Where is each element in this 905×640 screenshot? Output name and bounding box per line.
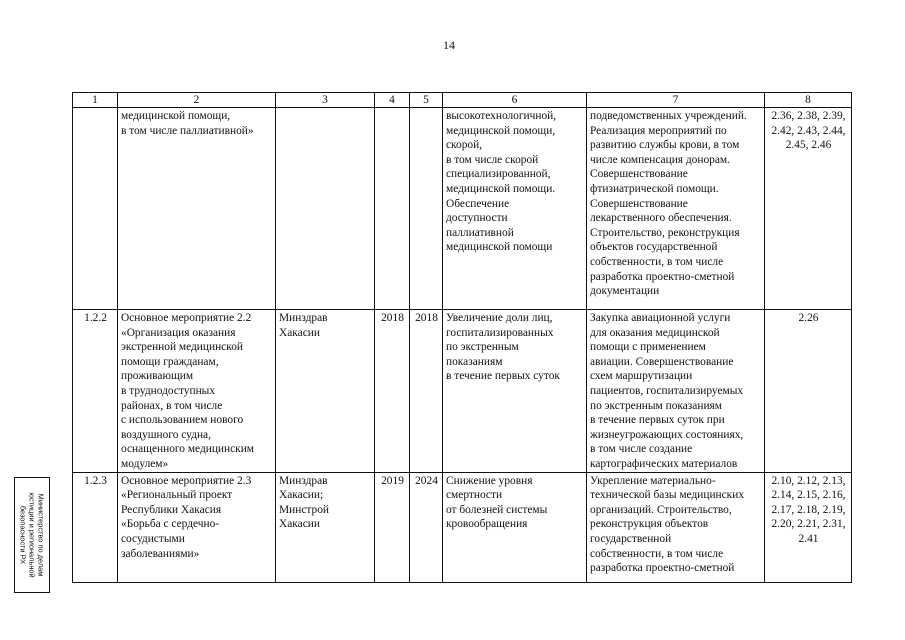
- end-year-cell: [410, 108, 443, 310]
- result-cell: [443, 108, 587, 310]
- cell-line: Минздрав: [279, 474, 328, 487]
- start-year-cell: 2018: [375, 310, 410, 473]
- cell-line: Хакасии;: [279, 489, 324, 502]
- cell-line: Минстрой: [279, 503, 329, 516]
- cell-line: скорой,: [446, 139, 483, 152]
- header-cell-6: 6: [443, 93, 587, 108]
- page-number: 14: [443, 38, 455, 52]
- cell-line: 2.36, 2.38, 2.39,: [771, 110, 846, 122]
- registration-stamp: [14, 477, 50, 593]
- cell-line: по экстренным: [446, 341, 519, 354]
- cell-line: смертности: [446, 489, 503, 502]
- cell-line: Реализация мероприятий по: [590, 124, 727, 137]
- cell-line: объектов государственной: [590, 241, 718, 254]
- table-body: [73, 93, 852, 583]
- executor-cell: [276, 108, 375, 310]
- end-year-cell: 2024: [410, 472, 443, 582]
- event-cell: [118, 472, 276, 582]
- start-year-cell: [375, 108, 410, 310]
- stamp-line: юстиции и региональной: [27, 492, 37, 578]
- cell-line: 2.42, 2.43, 2.44,: [771, 124, 846, 137]
- indicators-cell: [765, 472, 852, 582]
- cell-line: схем маршрутизации: [590, 370, 693, 383]
- cell-line: Совершенствование: [590, 168, 688, 181]
- row-number-cell: [73, 108, 118, 310]
- cell-line: Хакасии: [279, 326, 320, 339]
- table-row: [73, 472, 852, 582]
- cell-line: модулем»: [121, 457, 169, 470]
- cell-line: 2.14, 2.15, 2.16,: [771, 489, 846, 502]
- indicators-cell: [765, 310, 852, 473]
- cell-line: по экстренным показаниям: [590, 399, 723, 412]
- cell-line: медицинской помощи: [446, 241, 553, 254]
- cell-line: помощи гражданам,: [121, 355, 219, 368]
- cell-line: «Организация оказания: [121, 326, 236, 339]
- cell-line: медицинской помощи.: [446, 182, 556, 195]
- cell-line: Основное мероприятие 2.3: [121, 474, 252, 487]
- cell-line: 2.45, 2.46: [785, 139, 832, 152]
- cell-line: «Борьба с сердечно-: [121, 518, 220, 531]
- executor-cell: [276, 472, 375, 582]
- cell-line: Основное мероприятие 2.2: [121, 312, 252, 324]
- cell-line: для оказания медицинской: [590, 326, 720, 339]
- cell-line: в том числе паллиативной»: [121, 124, 254, 137]
- cell-line: организаций. Строительство,: [590, 503, 732, 516]
- result-cell: [443, 310, 587, 473]
- cell-line: технической базы медицинских: [590, 489, 745, 502]
- cell-line: документации: [590, 285, 660, 298]
- indicators-cell: [765, 108, 852, 310]
- cell-line: числе компенсация донорам.: [590, 153, 730, 166]
- header-cell-8: 8: [765, 93, 852, 108]
- cell-line: Закупка авиационной услуги: [590, 312, 731, 324]
- directions-cell: [587, 310, 765, 473]
- cell-line: «Региональный проект: [121, 489, 233, 502]
- cell-line: Обеспечение: [446, 197, 510, 210]
- directions-cell: [587, 108, 765, 310]
- event-cell: [118, 310, 276, 473]
- table-row: [73, 108, 852, 310]
- cell-line: паллиативной: [446, 226, 514, 239]
- cell-line: разработка проектно-сметной: [590, 270, 735, 283]
- cell-line: медицинской помощи,: [446, 124, 556, 137]
- header-row: [73, 93, 852, 108]
- stamp-line: Министерство по делам: [36, 493, 46, 577]
- cell-line: 2.10, 2.12, 2.13,: [771, 474, 846, 487]
- cell-line: 2.17, 2.18, 2.19,: [771, 503, 846, 516]
- cell-line: заболеваниями»: [121, 547, 200, 560]
- cell-line: с использованием нового: [121, 414, 244, 427]
- cell-line: в том числе скорой: [446, 153, 539, 166]
- cell-line: собственности, в том числе: [590, 547, 724, 560]
- cell-line: жизнеугрожающих состояниях,: [590, 428, 744, 441]
- cell-line: Хакасии: [279, 518, 320, 531]
- header-cell-7: 7: [587, 93, 765, 108]
- cell-line: районах, в том числе: [121, 399, 223, 412]
- cell-line: подведомственных учреждений.: [590, 110, 747, 122]
- cell-line: пациентов, госпитализируемых: [590, 384, 744, 397]
- cell-line: помощи с применением: [590, 341, 706, 354]
- header-cell-4: 4: [375, 93, 410, 108]
- cell-line: сосудистыми: [121, 532, 185, 545]
- cell-line: доступности: [446, 212, 508, 225]
- cell-line: в труднодоступных: [121, 384, 216, 397]
- cell-line: лекарственного обеспечения.: [590, 212, 732, 225]
- cell-line: фтизиатрической помощи.: [590, 182, 719, 195]
- cell-line: показаниям: [446, 355, 503, 368]
- cell-line: в течение первых суток: [446, 370, 560, 383]
- table-row: [73, 310, 852, 473]
- cell-line: Республики Хакасия: [121, 503, 222, 516]
- stamp-text: [19, 480, 46, 590]
- result-cell: [443, 472, 587, 582]
- start-year-cell: 2019: [375, 472, 410, 582]
- cell-line: 2.20, 2.21, 2.31,: [771, 518, 846, 531]
- cell-line: в течение первых суток при: [590, 414, 725, 427]
- cell-line: оснащенного медицинским: [121, 443, 255, 456]
- cell-line: воздушного судна,: [121, 428, 211, 441]
- cell-line: специализированной,: [446, 168, 551, 181]
- cell-line: высокотехнологичной,: [446, 110, 557, 122]
- end-year-cell: 2018: [410, 310, 443, 473]
- executor-cell: [276, 310, 375, 473]
- cell-line: 2.41: [798, 532, 819, 545]
- event-cell: [118, 108, 276, 310]
- measures-table: [72, 92, 852, 583]
- directions-cell: [587, 472, 765, 582]
- stamp-line: безопасности РХ: [18, 505, 28, 565]
- header-cell-2: 2: [118, 93, 276, 108]
- cell-line: авиации. Совершенствование: [590, 355, 734, 368]
- cell-line: собственности, в том числе: [590, 255, 724, 268]
- cell-line: Совершенствование: [590, 197, 688, 210]
- row-number-cell: 1.2.2: [73, 310, 118, 473]
- cell-line: экстренной медицинской: [121, 341, 243, 354]
- cell-line: картографических материалов: [590, 457, 738, 470]
- cell-line: в том числе создание: [590, 443, 693, 456]
- cell-line: государственной: [590, 532, 672, 545]
- cell-line: развитию службы крови, в том: [590, 139, 740, 152]
- cell-line: от болезней системы: [446, 503, 548, 516]
- cell-line: госпитализированных: [446, 326, 554, 339]
- cell-line: медицинской помощи,: [121, 110, 231, 122]
- cell-line: Укрепление материально-: [590, 474, 716, 487]
- cell-line: Строительство, реконструкция: [590, 226, 740, 239]
- cell-line: разработка проектно-сметной: [590, 562, 735, 575]
- cell-line: Увеличение доли лиц,: [446, 312, 553, 324]
- row-number-cell: 1.2.3: [73, 472, 118, 582]
- header-cell-3: 3: [276, 93, 375, 108]
- cell-line: 2.26: [798, 312, 819, 324]
- cell-line: реконструкция объектов: [590, 518, 709, 531]
- cell-line: Снижение уровня: [446, 474, 533, 487]
- cell-line: Минздрав: [279, 312, 328, 324]
- header-cell-5: 5: [410, 93, 443, 108]
- cell-line: проживающим: [121, 370, 194, 383]
- cell-line: кровообращения: [446, 518, 528, 531]
- header-cell-1: 1: [73, 93, 118, 108]
